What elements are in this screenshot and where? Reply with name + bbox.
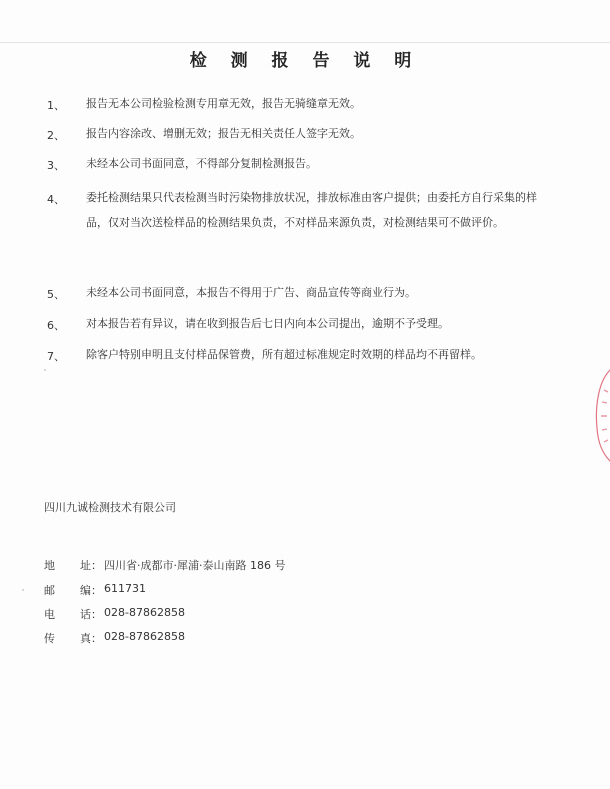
clause-text: 委托检测结果只代表检测当时污染物排放状况，排放标准由客户提供；由委托方自行采集的样品，仅对当次送检样品的检测结果负责，不对样品来源负责，对检测结果可不做评价。 [86, 191, 537, 229]
postcode-value: 611731 [104, 582, 146, 595]
clause-number: 6、 [47, 319, 65, 332]
fax-value: 028-87862858 [104, 630, 185, 643]
postcode-label: 邮 [44, 584, 55, 597]
seal-stamp-icon [592, 368, 610, 463]
clause-text: 除客户特别申明且支付样品保管费，所有超过标准规定时效期的样品均不再留样。 [86, 348, 482, 361]
clause-number: 1、 [47, 99, 65, 112]
clause-number: 4、 [47, 193, 65, 206]
clause-text: 未经本公司书面同意，不得部分复制检测报告。 [86, 157, 317, 170]
phone-label-suffix: 话： [80, 608, 102, 621]
scan-speck [22, 589, 24, 591]
address-value: 四川省·成都市·犀浦·泰山南路 186 号 [104, 559, 286, 572]
clause-number: 5、 [47, 288, 65, 301]
phone-label: 电 [44, 608, 55, 621]
clause-text: 报告内容涂改、增删无效；报告无相关责任人签字无效。 [86, 127, 361, 140]
phone-value: 028-87862858 [104, 606, 185, 619]
clause-number: 3、 [47, 159, 65, 172]
clause-number: 2、 [47, 129, 65, 142]
top-divider [0, 42, 610, 43]
fax-label: 传 [44, 632, 55, 645]
company-name: 四川九诚检测技术有限公司 [44, 501, 176, 514]
address-label-suffix: 址： [80, 559, 102, 572]
page-title: 检 测 报 告 说 明 [189, 51, 421, 71]
postcode-label-suffix: 编： [80, 584, 102, 597]
scan-speck [44, 369, 46, 371]
clause-number: 7、 [47, 350, 65, 363]
clause-text: 报告无本公司检验检测专用章无效，报告无骑缝章无效。 [86, 97, 361, 110]
address-label: 地 [44, 559, 55, 572]
clause-text: 对本报告若有异议，请在收到报告后七日内向本公司提出，逾期不予受理。 [86, 317, 449, 330]
clause-text: 未经本公司书面同意，本报告不得用于广告、商品宣传等商业行为。 [86, 286, 416, 299]
fax-label-suffix: 真： [80, 632, 102, 645]
